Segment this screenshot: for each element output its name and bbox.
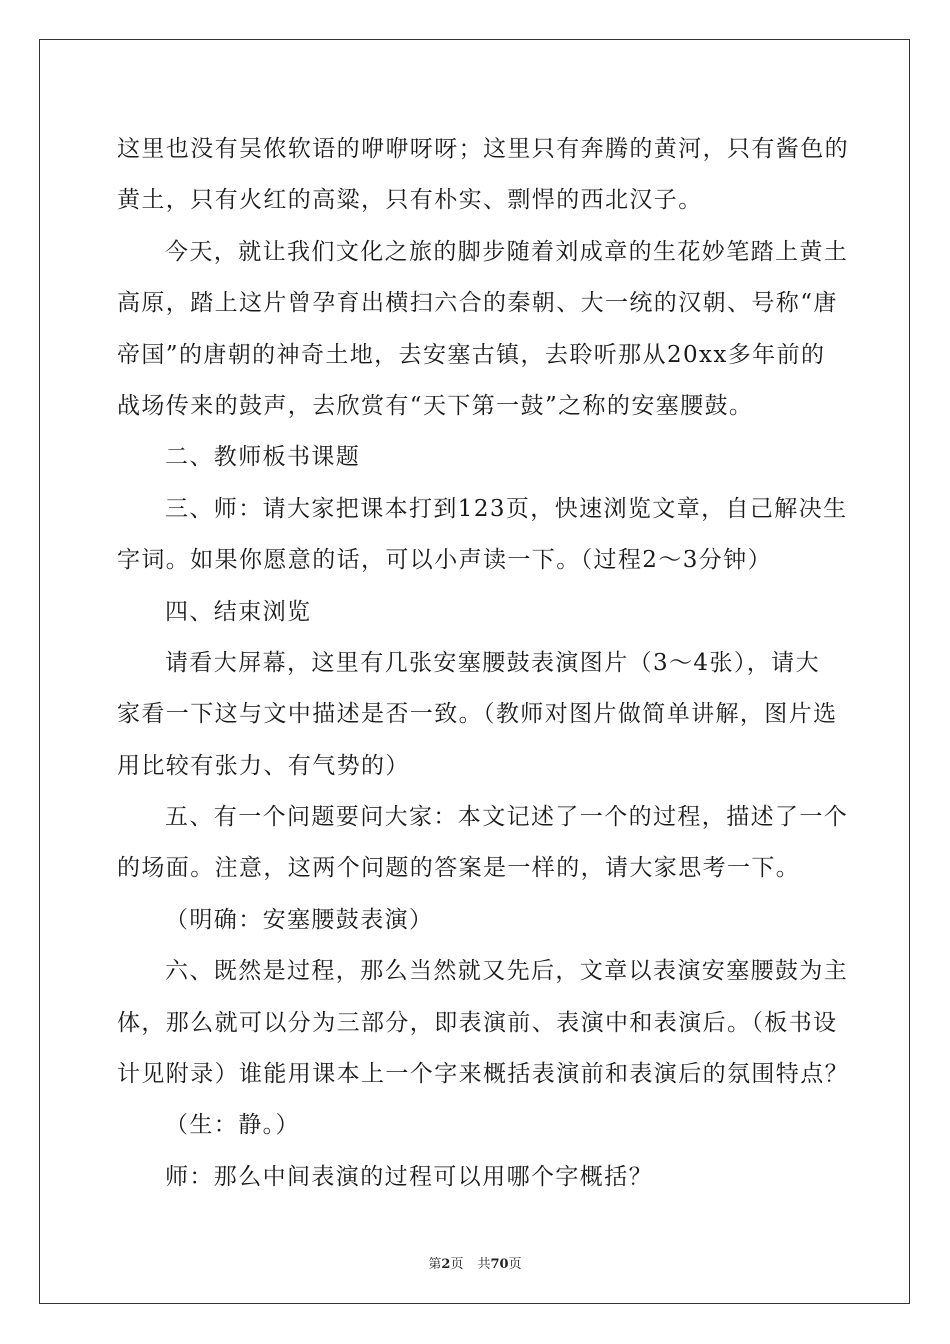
section-heading: 四、结束浏览: [165, 598, 312, 625]
text-line: 黄土，只有火红的高粱，只有朴实、剽悍的西北汉子。: [117, 187, 703, 214]
total-pages: 70: [490, 1257, 509, 1272]
document-body: [117, 128, 849, 1207]
total-prefix: 共: [477, 1257, 491, 1272]
text-line: 五、有一个问题要问大家：本文记述了一个的过程，描述了一个: [165, 804, 849, 831]
text-line: 师：那么中间表演的过程可以用哪个字概括？: [165, 1163, 653, 1190]
total-suffix: 页: [508, 1257, 522, 1272]
text-line: 高原，踏上这片曾孕育出横扫六合的秦朝、大一统的汉朝、号称“唐: [117, 290, 838, 317]
page-prefix: 第: [428, 1257, 442, 1272]
text-line: （明确：安塞腰鼓表演）: [165, 906, 434, 933]
text-line: 三、师：请大家把课本打到123页，快速浏览文章，自己解决生: [165, 495, 848, 522]
text-line: 家看一下这与文中描述是否一致。（教师对图片做简单讲解，图片选: [117, 701, 838, 728]
text-line: 帝国”的唐朝的神奇土地，去安塞古镇，去聆听那从20xx多年前的: [117, 341, 826, 368]
text-line: 计见附录）谁能用课本上一个字来概括表演前和表演后的氛围特点？: [117, 1061, 849, 1088]
text-line: 体，那么就可以分为三部分，即表演前、表演中和表演后。（板书设: [117, 1009, 838, 1036]
text-line: 六、既然是过程，那么当然就又先后，文章以表演安塞腰鼓为主: [165, 958, 849, 985]
page-number: 2: [441, 1257, 451, 1272]
page-suffix: 页: [450, 1257, 464, 1272]
text-line: 请看大屏幕，这里有几张安塞腰鼓表演图片（3～4张），请大: [165, 649, 820, 676]
text-line: 字词。如果你愿意的话，可以小声读一下。（过程2～3分钟）: [117, 547, 772, 574]
text-line: 的场面。注意，这两个问题的答案是一样的，请大家思考一下。: [117, 855, 801, 882]
section-heading: 二、教师板书课题: [165, 444, 361, 471]
text-line: 今天，就让我们文化之旅的脚步随着刘成章的生花妙笔踏上黄土: [165, 238, 849, 265]
text-line: （生：静。）: [165, 1112, 300, 1139]
page-footer: [0, 1253, 950, 1272]
text-line: 用比较有张力、有气势的）: [117, 752, 410, 779]
text-line: 战场传来的鼓声，去欣赏有“天下第一鼓”之称的安塞腰鼓。: [117, 392, 754, 419]
text-line: 这里也没有吴侬软语的咿咿呀呀；这里只有奔腾的黄河，只有酱色的: [117, 136, 849, 162]
